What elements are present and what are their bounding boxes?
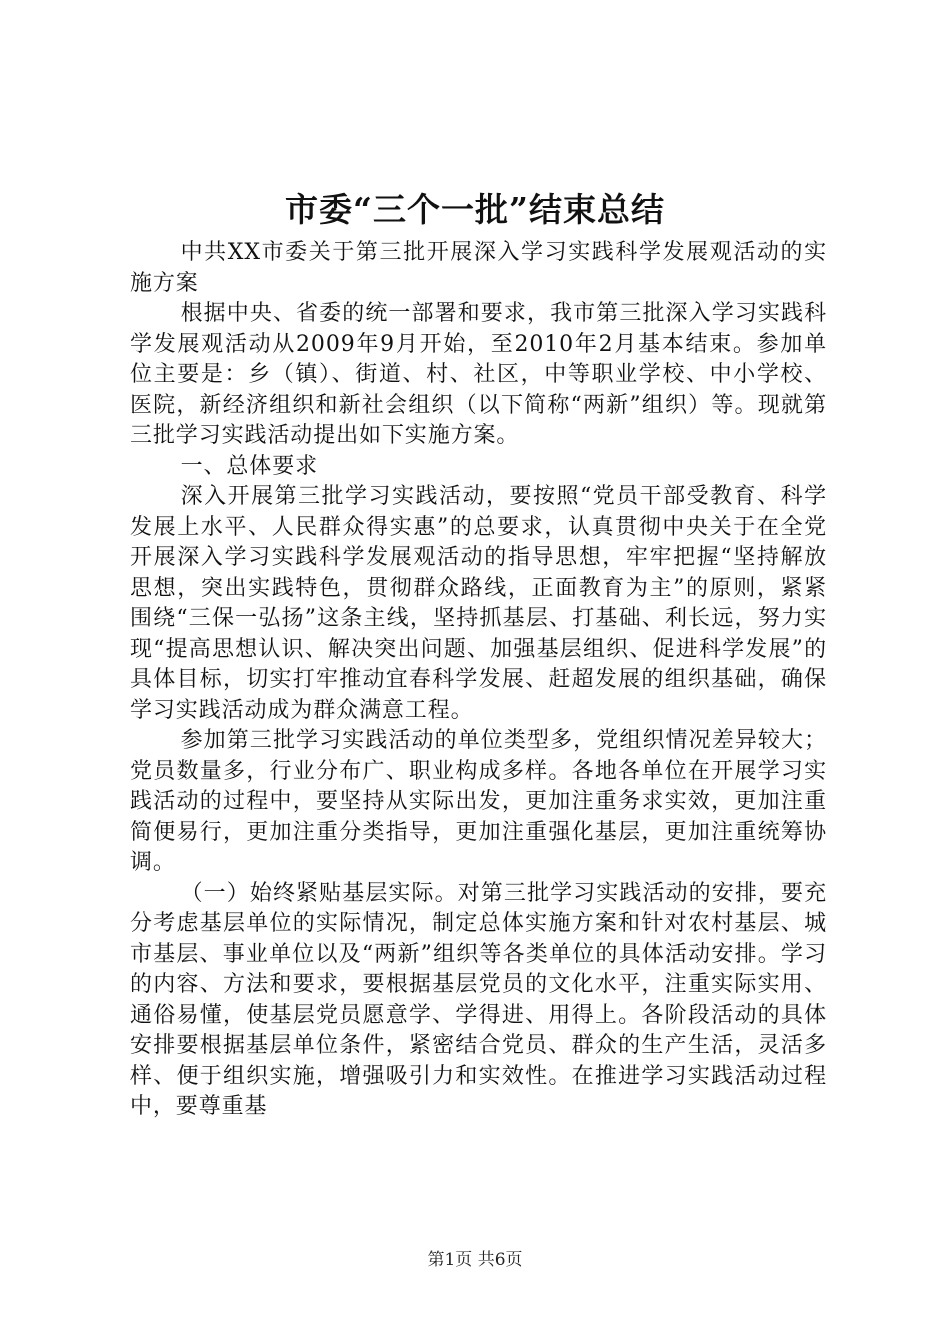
document-title: 市委“三个一批”结束总结 [285, 190, 665, 229]
section-heading: 一、总体要求 [180, 453, 318, 479]
document-body [130, 238, 827, 1123]
page-number-footer: 第1页 共6页 [427, 1250, 523, 1270]
paragraph-requirements: 深入开展第三批学习实践活动，要按照“党员干部受教育、科学发展上水平、人民群众得实惠”的总要求，认真贯彻中央关于在全党开展深入学习实践科学发展观活动的指导思想，牢牢把握“坚持解放思想，突出实践特色，贯彻群众路线，正面教育为主”的原则，紧紧围绕“三保一弘扬”这条主线，坚持抓基层、打基础、利长远，努力实现“提高思想认识、解决突出问题、加强基层组织、促进科学发展”的具体目标，切实打牢推动宜春科学发展、赶超发展的组织基础，确保学习实践活动成为群众满意工程。 [130, 484, 827, 723]
paragraph-item-one: （一）始终紧贴基层实际。对第三批学习实践活动的安排，要充分考虑基层单位的实际情况，制定总体实施方案和针对农村基层、城市基层、事业单位以及“两新”组织等各类单位的具体活动安排。学习的内容、方法和要求，要根据基层党员的文化水平，注重实际实用、通俗易懂，使基层党员愿意学、学得进、用得上。各阶段活动的具体安排要根据基层单位条件，紧密结合党员、群众的生产生活，灵活多样、便于组织实施，增强吸引力和实效性。在推进学习实践活动过程中，要尊重基 [130, 880, 827, 1119]
paragraph-heading-line: 中共XX市委关于第三批开展深入学习实践科学发展观活动的实施方案 [130, 240, 827, 296]
paragraph-intro: 根据中央、省委的统一部署和要求，我市第三批深入学习实践科学发展观活动从2009年9月开始，至2010年2月基本结束。参加单位主要是：乡（镇）、街道、村、社区，中等职业学校、中小学校、医院，新经济组织和新社会组织（以下简称“两新”组织）等。现就第三批学习实践活动提出如下实施方案。 [130, 301, 827, 448]
paragraph-units: 参加第三批学习实践活动的单位类型多，党组织情况差异较大；党员数量多，行业分布广、职业构成多样。各地各单位在开展学习实践活动的过程中，要坚持从实际出发，更加注重务求实效，更加注重简便易行，更加注重分类指导，更加注重强化基层，更加注重统筹协调。 [130, 728, 827, 875]
